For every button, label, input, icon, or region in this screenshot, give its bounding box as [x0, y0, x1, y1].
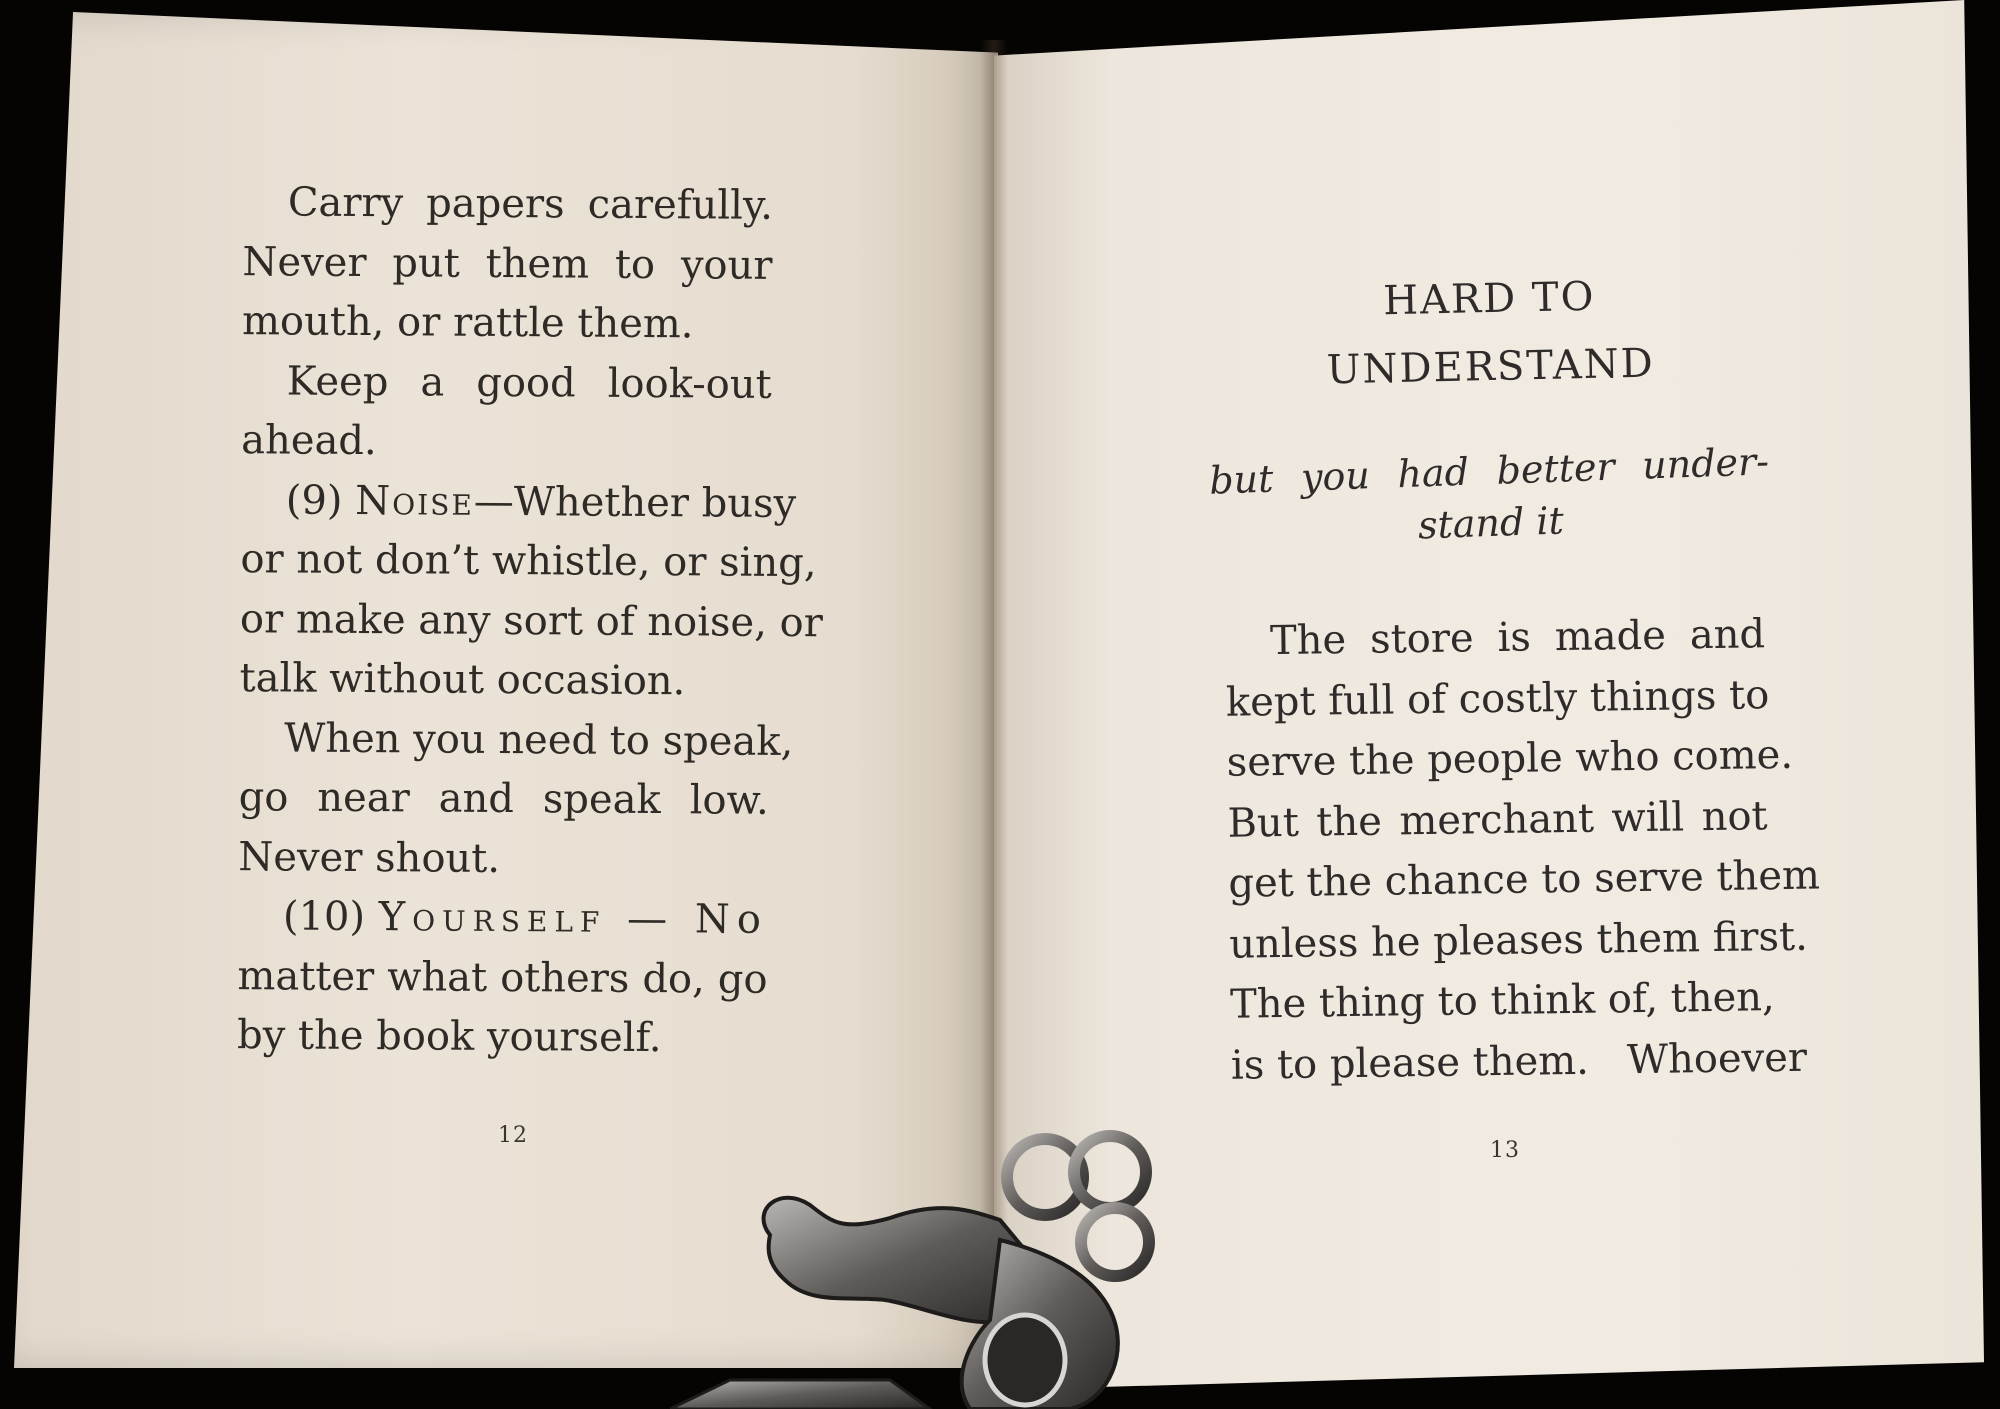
section-number: (10)	[282, 893, 379, 941]
page-number-left: 12	[498, 1123, 528, 1148]
text-line: talk without occasion.	[239, 655, 686, 705]
text-line: The thing to think of, then,	[1229, 974, 1776, 1028]
section-text: — No	[606, 895, 769, 943]
text-line: by the book yourself.	[236, 1012, 662, 1062]
text-line: serve the people who come.	[1226, 731, 1794, 786]
text-line: ahead.	[241, 417, 377, 465]
text-line: mouth, or rattle them.	[241, 298, 694, 348]
text-line: matter what others do, go	[237, 952, 768, 1003]
right-page-heading	[1249, 260, 1732, 406]
text-line-noise	[241, 471, 797, 534]
text-line: When you need to speak,	[284, 714, 794, 765]
text-line: get the chance to serve them	[1228, 852, 1821, 907]
section-title-yourself: Yourself	[378, 894, 607, 942]
text-line: But the merchant will not	[1227, 792, 1768, 847]
subheading-line: stand it	[1417, 498, 1565, 548]
text-line-yourself	[238, 887, 768, 950]
text-line: The store is made and	[1269, 611, 1766, 665]
section-title-noise: Noise	[355, 477, 475, 525]
text-line: go near and speak low.	[238, 774, 769, 824]
heading-line: HARD TO	[1382, 273, 1596, 325]
text-line: Carry papers carefully.	[287, 179, 774, 229]
silver-chatelaine-clasp-icon	[670, 1100, 1210, 1409]
text-line: Keep a good look-out	[286, 357, 772, 408]
text-line: or not don’t whistle, or sing,	[240, 536, 817, 587]
text-line: or make any sort of noise, or	[239, 595, 824, 646]
text-line: Never shout.	[238, 833, 501, 882]
text-line: unless he pleases them first.	[1228, 913, 1809, 968]
text-line: is to please them. Whoever	[1230, 1034, 1808, 1089]
right-page-text	[1225, 604, 1821, 1095]
page-number-right: 13	[1490, 1138, 1520, 1163]
section-text: —Whether busy	[473, 478, 797, 527]
section-number: (9)	[285, 476, 356, 524]
right-page-subheading	[1208, 435, 1771, 558]
subheading-line: but you had better under-	[1208, 439, 1770, 503]
left-page-text	[236, 173, 824, 1069]
text-line: Never put them to your	[242, 238, 773, 289]
heading-line: UNDERSTAND	[1326, 340, 1656, 394]
text-line: kept full of costly things to	[1225, 671, 1770, 726]
